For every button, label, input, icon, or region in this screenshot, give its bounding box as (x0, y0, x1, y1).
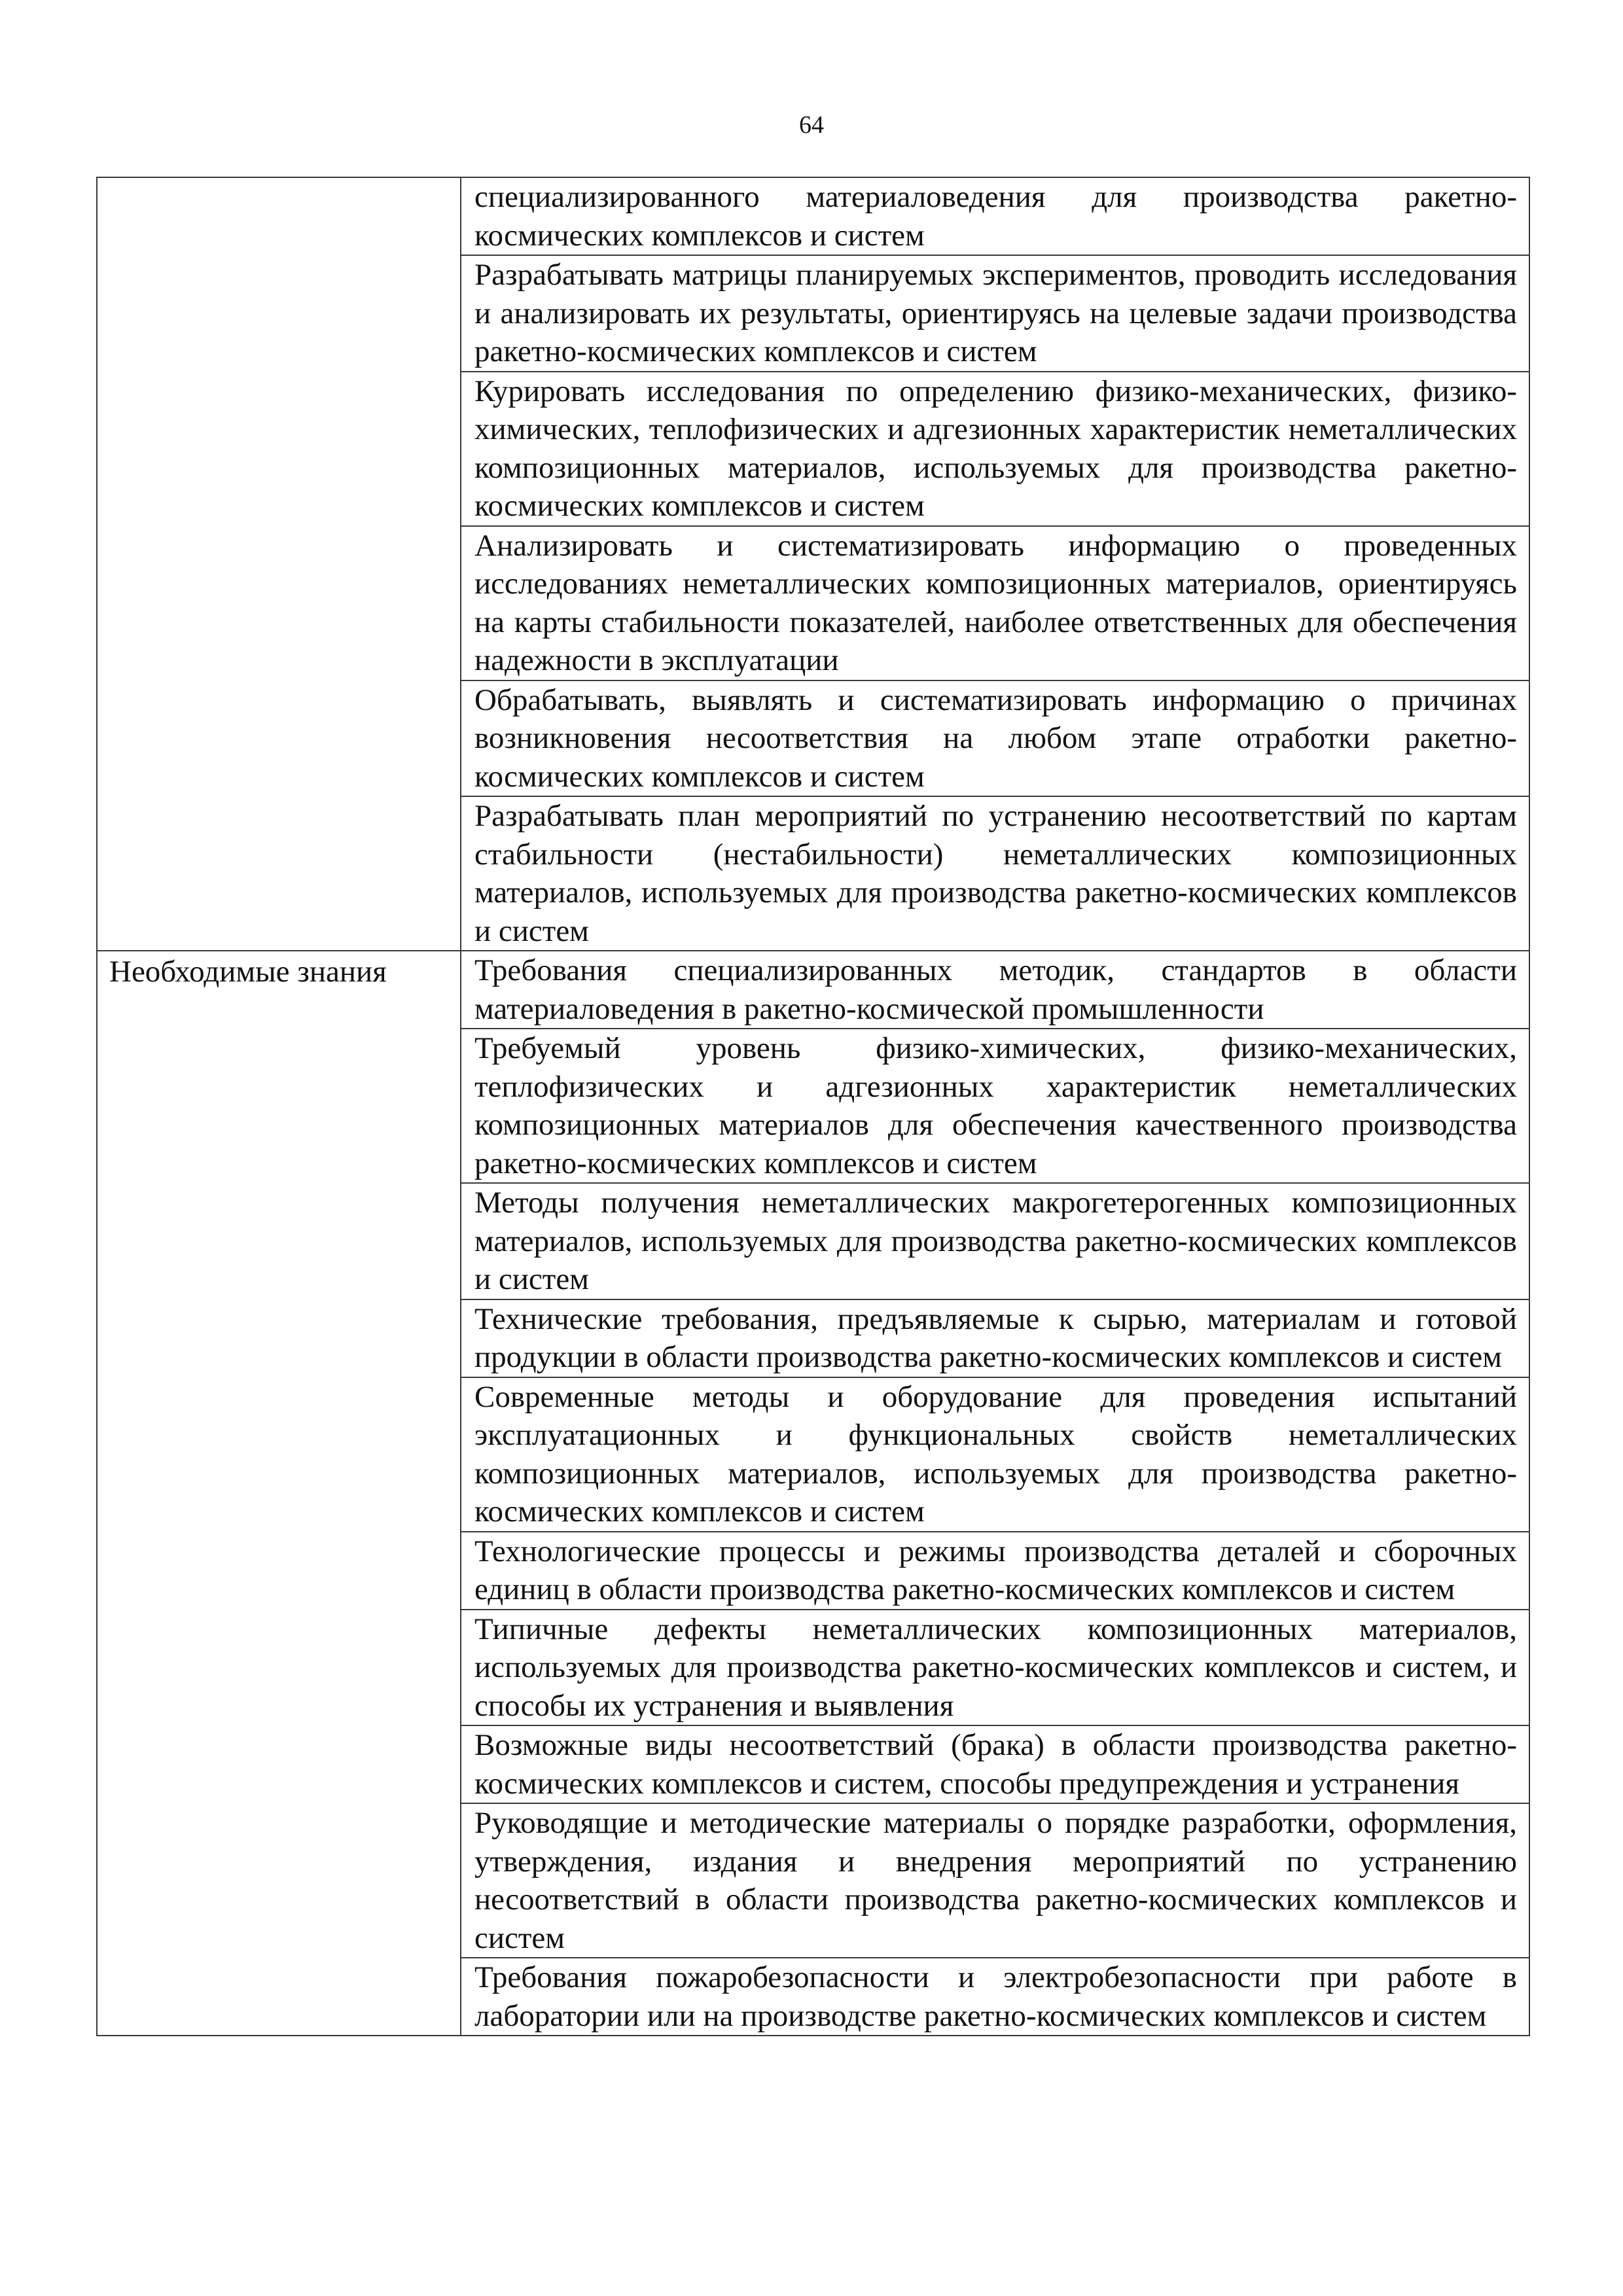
list-item: Технические требования, предъявляемые к сырью, материалам и готовой продукции в области производства ракетно-космических комплексов и систем (461, 1299, 1529, 1377)
list-item: Руководящие и методические материалы о порядке разработки, оформления, утверждения, издания и внедрения мероприятий по устранению несоответствий в области производства ракетно-космических комплексов и систем (461, 1803, 1529, 1958)
table-row (97, 177, 1529, 255)
list-item: Требования специализированных методик, стандартов в области материаловедения в ракетно-космической промышленности (461, 951, 1529, 1029)
list-item: Разрабатывать матрицы планируемых экспериментов, проводить исследования и анализировать их результаты, ориентируясь на целевые задачи производства ракетно-космических комплексов и систем (461, 255, 1529, 372)
list-item: Современные методы и оборудование для проведения испытаний эксплуатационных и функциональных свойств неметаллических композиционных материалов, используемых для производства ракетно-космических комплексов и систем (461, 1377, 1529, 1532)
table-row (97, 951, 1529, 1029)
list-item: Обрабатывать, выявлять и систематизировать информацию о причинах возникновения несоответствия на любом этапе отработки ракетно-космических комплексов и систем (461, 680, 1529, 797)
page-number: 64 (799, 111, 824, 139)
section-label-empty (97, 177, 461, 951)
list-item: Разрабатывать план мероприятий по устранению несоответствий по картам стабильности (нестабильности) неметаллических композиционных материалов, используемых для производства ракетно-космических комплексов и систем (461, 796, 1529, 951)
list-item: Требуемый уровень физико-химических, физико-механических, теплофизических и адгезионных характеристик неметаллических композиционных материалов для обеспечения качественного производства ракетно-космических комплексов и систем (461, 1029, 1529, 1183)
competency-table (96, 177, 1530, 2036)
list-item: Типичные дефекты неметаллических композиционных материалов, используемых для производства ракетно-космических комплексов и систем, и способы их устранения и выявления (461, 1610, 1529, 1726)
list-item: Требования пожаробезопасности и электробезопасности при работе в лаборатории или на производстве ракетно-космических комплексов и систем (461, 1958, 1529, 2036)
section-label-required-knowledge: Необходимые знания (97, 951, 461, 2036)
list-item: Возможные виды несоответствий (брака) в области производства ракетно-космических комплексов и систем, способы предупреждения и устранения (461, 1725, 1529, 1803)
list-item: Методы получения неметаллических макрогетерогенных композиционных материалов, используемых для производства ракетно-космических комплексов и систем (461, 1183, 1529, 1299)
list-item: специализированного материаловедения для производства ракетно-космических комплексов и систем (461, 177, 1529, 255)
list-item: Курировать исследования по определению физико-механических, физико-химических, теплофизических и адгезионных характеристик неметаллических композиционных материалов, используемых для производства ракетно-космических комплексов и систем (461, 372, 1529, 526)
list-item: Анализировать и систематизировать информацию о проведенных исследованиях неметаллических композиционных материалов, ориентируясь на карты стабильности показателей, наиболее ответственных для обеспечения надежности в эксплуатации (461, 526, 1529, 680)
list-item: Технологические процессы и режимы производства деталей и сборочных единиц в области производства ракетно-космических комплексов и систем (461, 1532, 1529, 1610)
